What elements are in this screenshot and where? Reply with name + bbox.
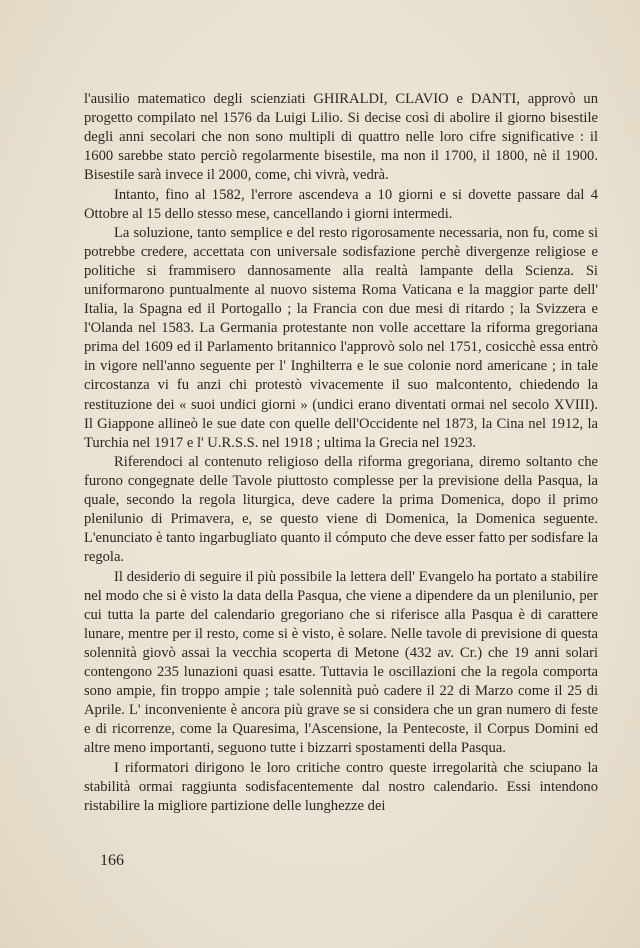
paragraph-3: La soluzione, tanto semplice e del resto rigorosamente necessaria, non fu, come si potrebbe credere, accettata con universale sodisfazione perchè divergenze religiose e politiche si frammisero dannosamente alla realtà lampante della Scienza. Si uniformarono puntualmente al nuovo sistema Roma Vaticana e la maggior parte dell' Italia, la Spagna ed il Portogallo ; la Francia con due mesi di ritardo ; la Svizzera e l'Olanda nel 1583. La Germania protestante non volle accettare la riforma gregoriana prima del 1609 ed il Parlamento britannico l'approvò solo nel 1751, cosicchè essa entrò in vigore nell'anno seguente per l' Inghilterra e le sue colonie nord americane ; in tale circostanza vi fu anzi chi protestò vivacemente il suo malcontento, chiedendo la restituzione dei « suoi undici giorni » (undici erano diventati ormai nel secolo XVIII). Il Giappone allineò le sue date con quelle dell'Occidente nel 1873, la Cina nel 1912, la Turchia nel 1917 e l' U.R.S.S. nel 1918 ; ultima la Grecia nel 1923. bbox=[84, 225, 598, 451]
paragraph-5: Il desiderio di seguire il più possibile la lettera dell' Evangelo ha portato a stabilire nel modo che si è visto la data della Pasqua, che viene a dipendere da un plenilunio, per cui tutta la parte del calendario gregoriano che si riferisce alla Pasqua è di carattere lunare, mentre per il resto, come si è visto, è solare. Nelle tavole di previsione di questa solennità giovò assai la vecchia scoperta di Metone (432 av. Cr.) che 19 anni solari contengono 235 lunazioni quasi esatte. Tuttavia le oscillazioni che la regola comporta sono ampie, fin troppo ampie ; tale solennità può cadere il 22 di Marzo come il 25 di Aprile. L' inconveniente è ancora più grave se si considera che un gran numero di feste e di ricorrenze, come la Quaresima, l'Ascensione, la Pentecoste, il Corpus Domini ed altre meno importanti, seguono tutte i bizzarri spostamenti della Pasqua. bbox=[84, 568, 598, 757]
paragraph-6: I riformatori dirigono le loro critiche contro queste irregolarità che sciupano la stabilità ormai raggiunta sodisfacentemente dal nostro calendario. Essi intendono ristabilire la migliore partizione delle lunghezze dei bbox=[84, 759, 598, 814]
body-text bbox=[84, 90, 598, 816]
paragraph-2: Intanto, fino al 1582, l'errore ascendeva a 10 giorni e si dovette passare dal 4 Ottobre al 15 dello stesso mese, cancellando i giorni intermedi. bbox=[84, 186, 598, 222]
paragraph-4: Riferendoci al contenuto religioso della riforma gregoriana, diremo soltanto che furono congegnate delle Tavole piuttosto complesse per la previsione della Pasqua, la quale, secondo la regola liturgica, deve cadere la prima Domenica, dopo il primo plenilunio di Primavera, e, se questo viene di Domenica, la Domenica seguente. L'enunciato è tanto ingarbugliato quanto il cómputo che deve esser fatto per sodisfare la regola. bbox=[84, 454, 598, 566]
paragraph-1: l'ausilio matematico degli scienziati GHIRALDI, CLAVIO e DANTI, approvò un progetto compilato nel 1576 da Luigi Lilio. Si decise così di abolire il giorno bisestile degli anni secolari che non sono multipli di quattro nelle loro cifre significative : il 1600 sarebbe stato perciò regolarmente bisestile, ma non il 1700, il 1800, nè il 1900. Bisestile sarà invece il 2000, come, chi vivrà, vedrà. bbox=[84, 91, 598, 184]
page-number: 166 bbox=[100, 852, 124, 869]
